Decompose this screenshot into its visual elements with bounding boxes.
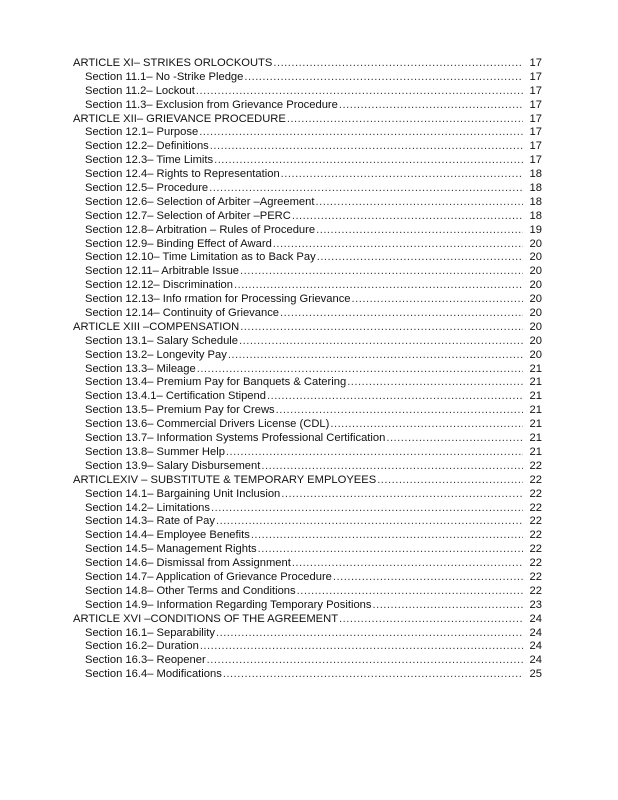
toc-entry-title: Section 12.3– Time Limits	[85, 154, 214, 167]
toc-entry-title: Section 12.2– Definitions	[85, 140, 209, 153]
toc-entry-title: Section 12.5– Procedure	[85, 182, 209, 195]
toc-page-number: 19	[529, 223, 542, 236]
toc-entry-title: Section 11.3– Exclusion from Grievance Procedure	[85, 98, 338, 111]
toc-section-entry	[73, 182, 542, 196]
dot-leader	[199, 126, 523, 140]
toc-page-number: 22	[529, 584, 542, 597]
dot-leader	[239, 335, 523, 349]
toc-entry-title: ARTICLE XII– GRIEVANCE PROCEDURE	[73, 112, 286, 125]
dot-leader	[228, 349, 523, 363]
toc-page-number: 17	[529, 57, 542, 69]
toc-entry-title: Section 13.1– Salary Schedule	[85, 334, 238, 347]
toc-page-number: 21	[529, 362, 542, 375]
toc-section-entry	[73, 668, 542, 682]
toc-entry-title: Section 16.3– Reopener	[85, 654, 206, 667]
toc-entry-title: Section 13.6– Commercial Drivers License (CDL)	[85, 418, 330, 431]
toc-section-entry	[73, 279, 542, 293]
toc-entry-title: Section 11.2– Lockout	[85, 84, 195, 97]
toc-entry-title: Section 13.2– Longevity Pay	[85, 348, 227, 361]
dot-leader	[216, 515, 523, 529]
dot-leader	[339, 99, 523, 113]
table-of-contents	[73, 57, 542, 682]
toc-entry-title: Section 13.3– Mileage	[85, 362, 196, 375]
toc-section-entry	[73, 529, 542, 543]
toc-page-number: 20	[529, 293, 542, 306]
toc-page-number: 21	[529, 418, 542, 431]
toc-entry-title: Section 14.4– Employee Benefits	[85, 529, 250, 542]
dot-leader	[297, 585, 523, 599]
dot-leader	[287, 113, 523, 127]
dot-leader	[316, 196, 524, 210]
toc-section-entry	[73, 154, 542, 168]
toc-page-number: 21	[529, 376, 542, 389]
toc-entry-title: Section 14.1– Bargaining Unit Inclusion	[85, 487, 281, 500]
toc-section-entry	[73, 85, 542, 99]
toc-page-number: 21	[529, 390, 542, 403]
toc-entry-title: Section 12.9– Binding Effect of Award	[85, 237, 272, 250]
toc-section-entry	[73, 126, 542, 140]
toc-section-entry	[73, 571, 542, 585]
toc-entry-title: Section 12.1– Purpose	[85, 126, 199, 139]
toc-article-entry	[73, 57, 542, 71]
toc-entry-title: Section 16.2– Duration	[85, 640, 199, 653]
dot-leader	[251, 529, 523, 543]
toc-page-number: 22	[529, 459, 542, 472]
toc-page-number: 20	[529, 348, 542, 361]
dot-leader	[261, 460, 523, 474]
toc-entry-title: Section 14.3– Rate of Pay	[85, 515, 215, 528]
dot-leader	[209, 182, 523, 196]
toc-page-number: 21	[529, 432, 542, 445]
toc-section-entry	[73, 446, 542, 460]
toc-page-number: 20	[529, 320, 542, 333]
toc-section-entry	[73, 349, 542, 363]
toc-article-entry	[73, 321, 542, 335]
toc-section-entry	[73, 307, 542, 321]
toc-page-number: 18	[529, 182, 542, 195]
toc-entry-title: Section 13.5– Premium Pay for Crews	[85, 404, 275, 417]
toc-page-number: 20	[529, 251, 542, 264]
toc-entry-title: Section 14.8– Other Terms and Conditions	[85, 584, 296, 597]
dot-leader	[280, 307, 523, 321]
toc-page-number: 17	[529, 140, 542, 153]
dot-leader	[339, 613, 523, 627]
dot-leader	[234, 279, 523, 293]
toc-entry-title: Section 13.4.1– Certification Stipend	[85, 390, 266, 403]
toc-entry-title: Section 16.4– Modifications	[85, 668, 222, 681]
toc-section-entry	[73, 238, 542, 252]
toc-page-number: 24	[529, 612, 542, 625]
dot-leader	[211, 502, 523, 516]
toc-section-entry	[73, 654, 542, 668]
dot-leader	[330, 418, 523, 432]
toc-entry-title: Section 14.5– Management Rights	[85, 543, 257, 556]
dot-leader	[347, 376, 523, 390]
toc-section-entry	[73, 210, 542, 224]
toc-page-number: 22	[529, 487, 542, 500]
toc-section-entry	[73, 432, 542, 446]
dot-leader	[386, 432, 523, 446]
toc-page-number: 17	[529, 154, 542, 167]
dot-leader	[292, 210, 523, 224]
toc-section-entry	[73, 404, 542, 418]
dot-leader	[292, 557, 523, 571]
toc-page-number: 22	[529, 501, 542, 514]
toc-section-entry	[73, 265, 542, 279]
dot-leader	[207, 654, 523, 668]
toc-entry-title: Section 14.7– Application of Grievance Procedure	[85, 570, 332, 583]
dot-leader	[244, 71, 523, 85]
dot-leader	[267, 390, 523, 404]
toc-page-number: 20	[529, 265, 542, 278]
toc-section-entry	[73, 640, 542, 654]
toc-section-entry	[73, 71, 542, 85]
toc-entry-title: Section 13.9– Salary Disbursement	[85, 459, 261, 472]
toc-page-number: 17	[529, 84, 542, 97]
dot-leader	[377, 474, 523, 488]
toc-page-number: 22	[529, 473, 542, 486]
dot-leader	[216, 627, 523, 641]
toc-page-number: 20	[529, 334, 542, 347]
toc-section-entry	[73, 515, 542, 529]
toc-page-number: 22	[529, 529, 542, 542]
toc-page-number: 18	[529, 209, 542, 222]
toc-section-entry	[73, 251, 542, 265]
toc-entry-title: Section 12.8– Arbitration – Rules of Procedure	[85, 223, 316, 236]
dot-leader	[352, 293, 523, 307]
toc-page-number: 25	[529, 668, 542, 681]
dot-leader	[223, 668, 523, 682]
toc-page-number: 22	[529, 515, 542, 528]
toc-section-entry	[73, 390, 542, 404]
dot-leader	[240, 321, 523, 335]
toc-page-number: 18	[529, 168, 542, 181]
toc-entry-title: Section 16.1– Separability	[85, 626, 215, 639]
toc-entry-title: Section 12.6– Selection of Arbiter –Agreement	[85, 195, 315, 208]
toc-entry-title: Section 12.13– Info rmation for Processing Grievance	[85, 293, 351, 306]
toc-page-number: 22	[529, 557, 542, 570]
toc-entry-title: Section 13.7– Information Systems Professional Certification	[85, 432, 386, 445]
toc-section-entry	[73, 488, 542, 502]
toc-section-entry	[73, 376, 542, 390]
toc-entry-title: Section 13.4– Premium Pay for Banquets & Catering	[85, 376, 347, 389]
toc-article-entry	[73, 113, 542, 127]
toc-entry-title: ARTICLE XVI –CONDITIONS OF THE AGREEMENT	[73, 612, 339, 625]
toc-section-entry	[73, 99, 542, 113]
dot-leader	[273, 57, 523, 71]
toc-page-number: 21	[529, 445, 542, 458]
toc-section-entry	[73, 585, 542, 599]
toc-page-number: 17	[529, 126, 542, 139]
toc-section-entry	[73, 543, 542, 557]
toc-page-number: 20	[529, 307, 542, 320]
toc-page-number: 24	[529, 654, 542, 667]
toc-entry-title: Section 11.1– No -Strike Pledge	[85, 70, 244, 83]
dot-leader	[240, 265, 523, 279]
toc-section-entry	[73, 335, 542, 349]
toc-entry-title: Section 12.10– Time Limitation as to Back Pay	[85, 251, 316, 264]
dot-leader	[281, 168, 523, 182]
toc-entry-title: Section 12.11– Arbitrable Issue	[85, 265, 240, 278]
toc-entry-title: Section 12.12– Discrimination	[85, 279, 233, 292]
toc-section-entry	[73, 418, 542, 432]
dot-leader	[226, 446, 523, 460]
dot-leader	[316, 224, 523, 238]
toc-entry-title: Section 12.14– Continuity of Grievance	[85, 307, 280, 320]
toc-entry-title: Section 12.7– Selection of Arbiter –PERC	[85, 209, 291, 222]
dot-leader	[258, 543, 523, 557]
dot-leader	[214, 154, 523, 168]
toc-section-entry	[73, 502, 542, 516]
toc-page-number: 24	[529, 640, 542, 653]
toc-page-number: 18	[529, 195, 542, 208]
toc-section-entry	[73, 140, 542, 154]
toc-entry-title: Section 14.9– Information Regarding Temporary Positions	[85, 598, 372, 611]
dot-leader	[333, 571, 523, 585]
toc-section-entry	[73, 460, 542, 474]
dot-leader	[317, 251, 523, 265]
toc-section-entry	[73, 627, 542, 641]
toc-section-entry	[73, 363, 542, 377]
toc-page-number: 22	[529, 543, 542, 556]
toc-entry-title: Section 14.6– Dismissal from Assignment	[85, 557, 291, 570]
toc-section-entry	[73, 168, 542, 182]
dot-leader	[372, 599, 523, 613]
toc-section-entry	[73, 196, 542, 210]
dot-leader	[196, 85, 523, 99]
toc-article-entry	[73, 474, 542, 488]
toc-entry-title: Section 14.2– Limitations	[85, 501, 211, 514]
toc-page-number: 17	[529, 70, 542, 83]
toc-page-number: 17	[529, 98, 542, 111]
toc-entry-title: ARTICLEXIV – SUBSTITUTE & TEMPORARY EMPLOYEES	[73, 473, 377, 486]
toc-page-number: 20	[529, 237, 542, 250]
toc-entry-title: ARTICLE XIII –COMPENSATION	[73, 320, 240, 333]
toc-section-entry	[73, 599, 542, 613]
toc-entry-title: Section 12.4– Rights to Representation	[85, 168, 280, 181]
toc-page-number: 21	[529, 404, 542, 417]
dot-leader	[200, 640, 523, 654]
toc-entry-title: ARTICLE XI– STRIKES ORLOCKOUTS	[73, 57, 273, 69]
toc-page-number: 23	[529, 598, 542, 611]
toc-section-entry	[73, 224, 542, 238]
dot-leader	[273, 238, 523, 252]
toc-page-number: 24	[529, 626, 542, 639]
dot-leader	[197, 363, 523, 377]
dot-leader	[210, 140, 523, 154]
toc-page-number: 22	[529, 570, 542, 583]
toc-section-entry	[73, 293, 542, 307]
toc-article-entry	[73, 613, 542, 627]
toc-entry-title: Section 13.8– Summer Help	[85, 445, 225, 458]
toc-page-number: 20	[529, 279, 542, 292]
dot-leader	[281, 488, 523, 502]
dot-leader	[276, 404, 523, 418]
toc-page-number: 17	[529, 112, 542, 125]
toc-section-entry	[73, 557, 542, 571]
